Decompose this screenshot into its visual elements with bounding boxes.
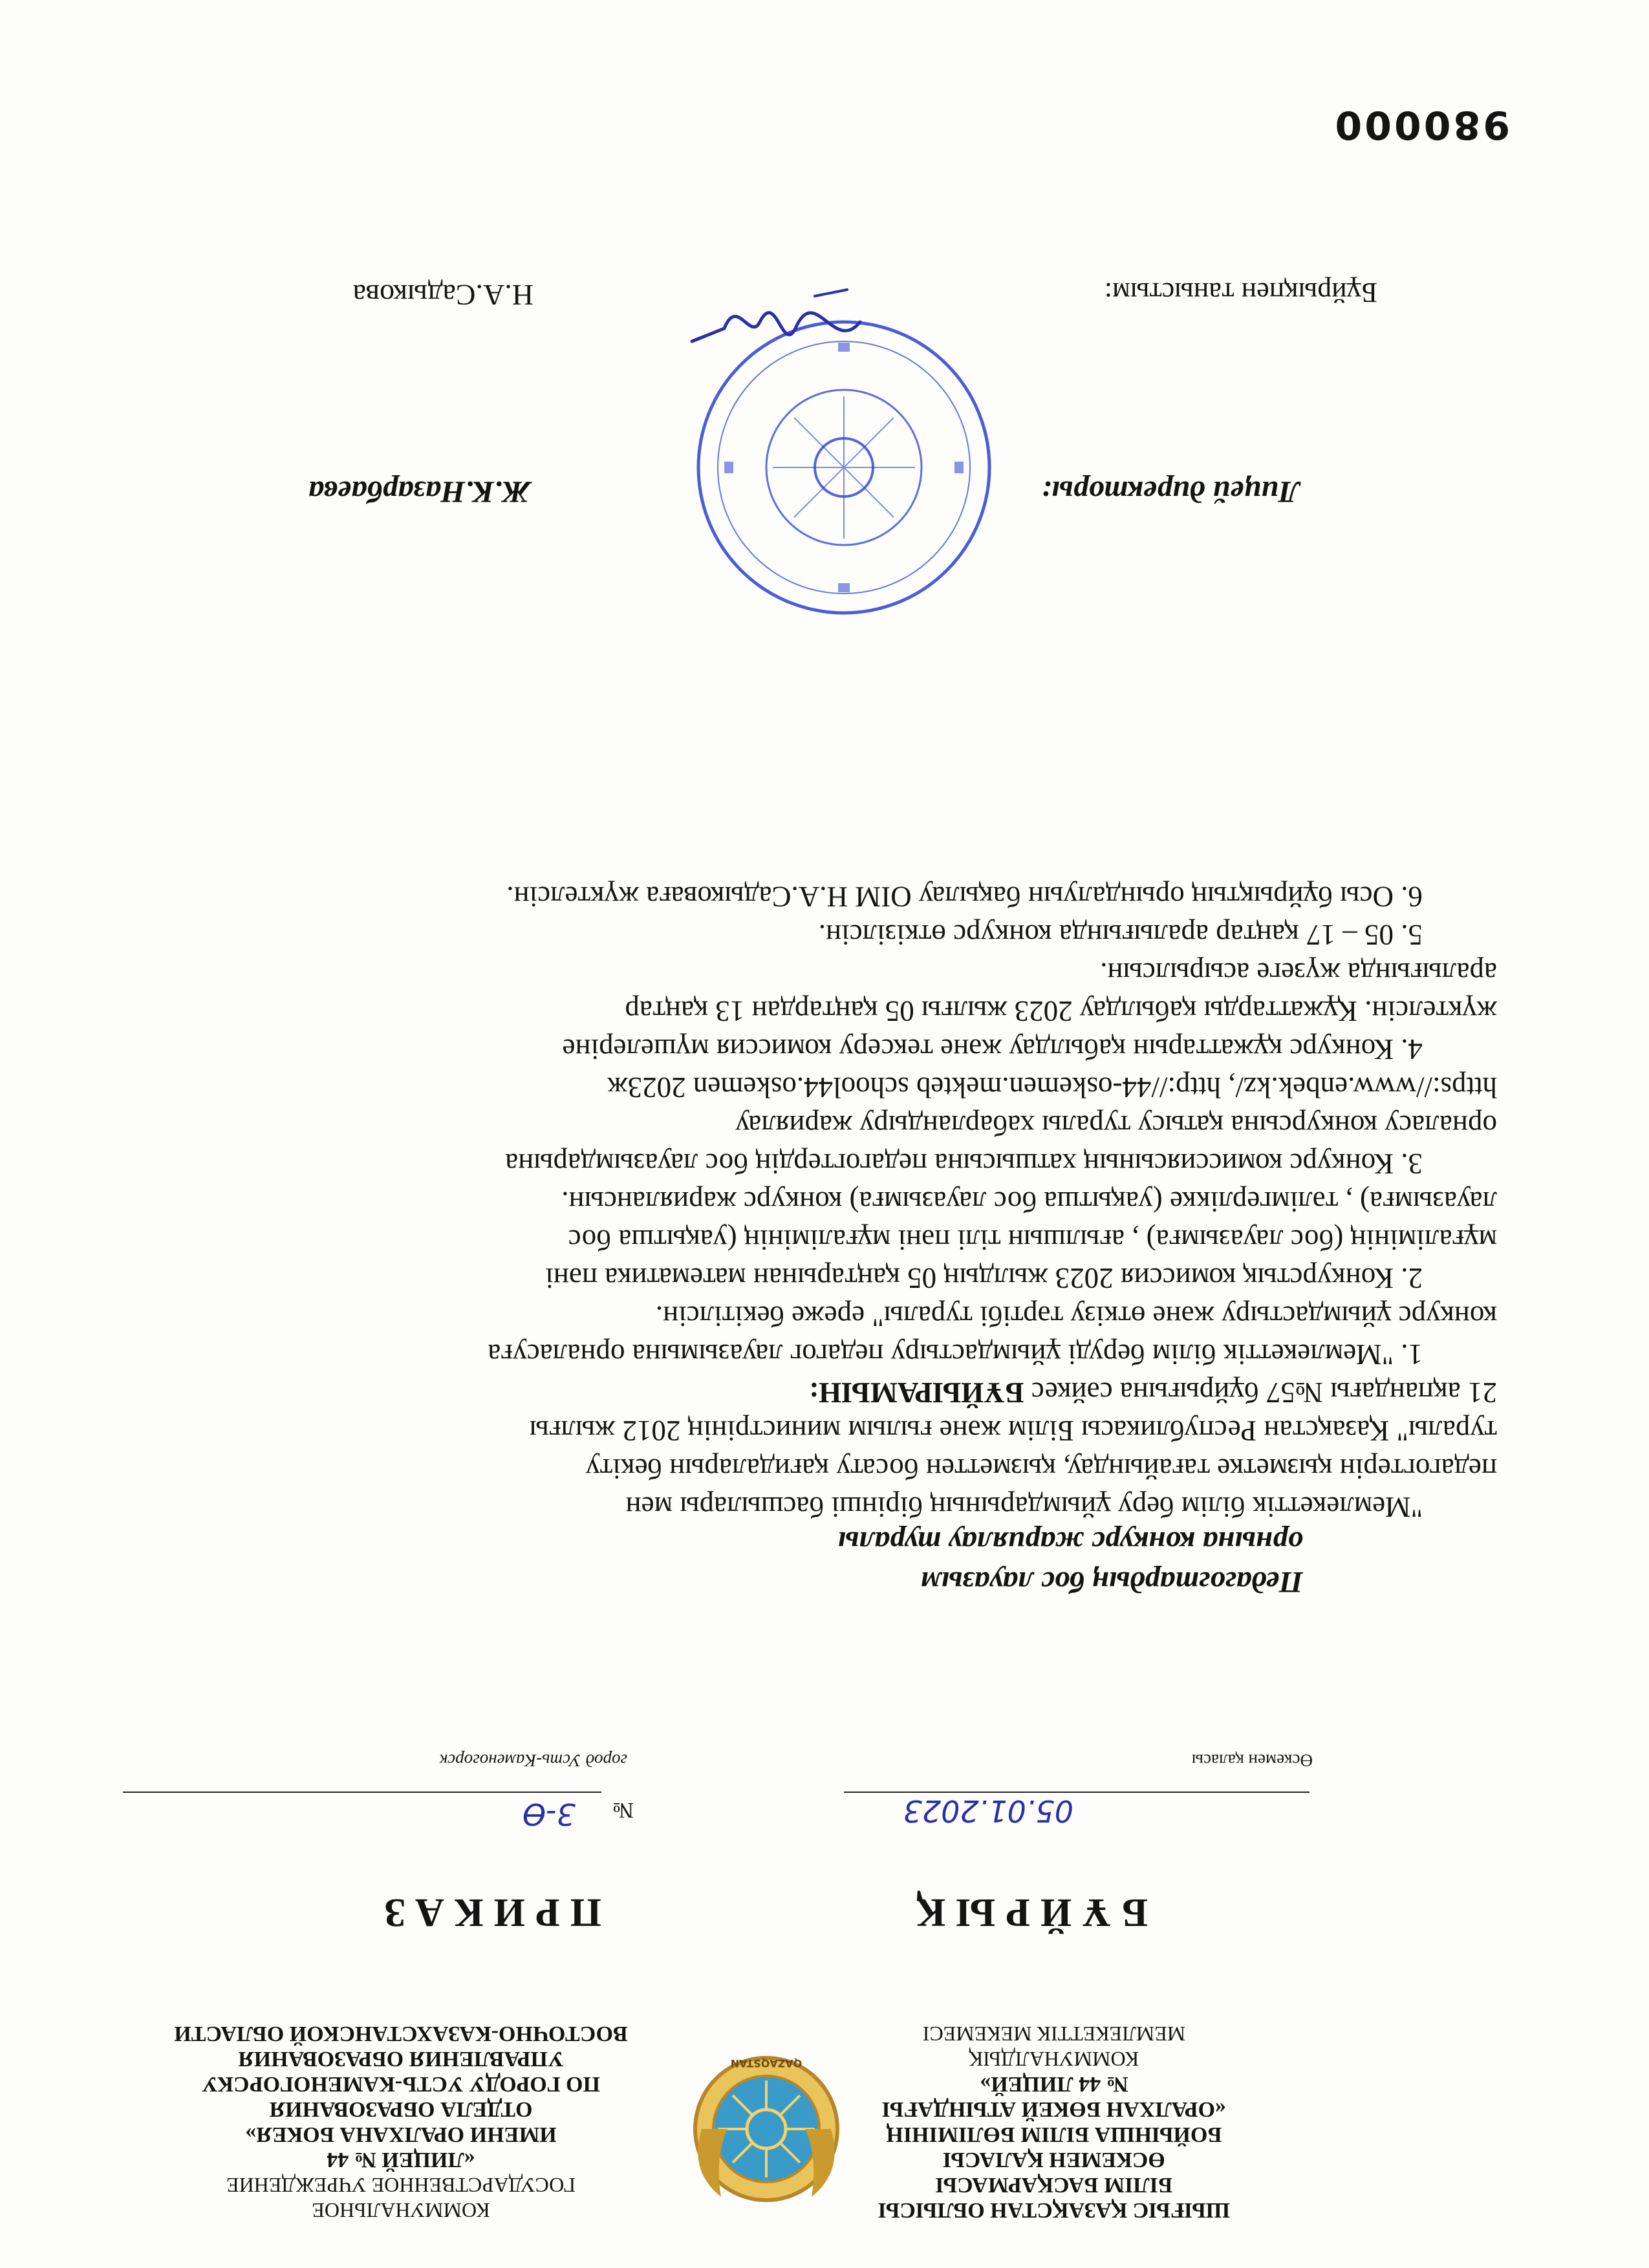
header-kz-line: № 44 ЛИЦЕЙ»: [980, 2072, 1128, 2096]
header-ru-block: [123, 2021, 679, 2223]
number-underline: [123, 1792, 601, 1793]
title-kz: БҰЙРЫҚ: [906, 1890, 1148, 1934]
order-body: [178, 877, 1497, 1526]
body-line: аралығында жүзеге асырылсын.: [1100, 957, 1497, 989]
body-line: педагогтерін қызметке тағайындау, қызметтен босату қағидаларын бекіту: [585, 1453, 1497, 1485]
serial-number: 980000: [1332, 102, 1510, 147]
header-ru-line: ИМЕНИ ОРАЛХАНА БОКЕЯ»: [245, 2123, 557, 2146]
subject-line: орнына конкурс жариялау туралы: [837, 1525, 1303, 1559]
city-ru: город Усть-Каменогорск: [439, 1751, 627, 1770]
header-ru-line: КОММУНАЛЬНОЕ: [312, 2199, 490, 2222]
header-kz-line: «ОРАЛХАН БӨКЕЙ АТЫНДАҒЫ: [881, 2097, 1227, 2121]
date-underline: [844, 1792, 1310, 1793]
body-line: 5. 05 – 17 қаңтар аралығында конкурс өткізілсін.: [818, 919, 1423, 951]
header-ru-line: ГОСУДАРСТВЕННОЕ УЧРЕЖДЕНИЕ: [226, 2174, 576, 2197]
acknowledged-name: Н.А.Садыкова: [352, 279, 534, 312]
body-line: [178, 1373, 1497, 1411]
header-ru-line: ОТДЕЛА ОБРАЗОВАНИЯ: [269, 2097, 533, 2121]
acknowledged-label: Бұйрықпен таныстым:: [1104, 277, 1377, 308]
state-emblem-icon: [689, 2042, 844, 2210]
body-line: 4. Конкурс құжаттарын қабылдау және тексеру комиссия мүшелеріне: [562, 1033, 1423, 1065]
body-line: 3. Конкурс комиссиясының хатшысына педагогтердің бос лауазымдарына: [505, 1148, 1423, 1180]
body-line: жүктелсін. Құжаттарды қабылдау 2023 жылғы 05 қаңтардан 13 қаңтар: [625, 995, 1497, 1027]
city-kz: Өскемен қаласы: [1191, 1751, 1313, 1770]
header-kz-line: КОММУНАЛДЫҚ: [969, 2048, 1139, 2071]
number-value: 3-Ө: [522, 1797, 576, 1832]
header-ru-line: «ЛИЦЕЙ № 44: [327, 2148, 475, 2172]
header-kz-line: БІЛІМ БАСҚАРМАСЫ: [935, 2173, 1173, 2197]
body-line: https://www.enbek.kz/, http://44-oskemen.mekteb school44.oskemen 2023ж: [607, 1071, 1497, 1104]
header-kz-line: ӨСКЕМЕН ҚАЛАСЫ: [943, 2148, 1165, 2172]
body-line: 1. "Мемлекеттік білім беруді ұйымдастыру педагог лауазымына орналасуға: [488, 1338, 1423, 1371]
header-kz-line: МЕМЛЕКЕТТІК МЕКЕМЕСІ: [922, 2022, 1186, 2046]
title-ru: ПРИКАЗ: [374, 1890, 601, 1934]
body-line: 6. Осы бұйрықтың орындалуын бақылау ОІМ Н.А.Садыковаға жүктелсін.: [506, 881, 1423, 913]
subject: [838, 1522, 1303, 1602]
header-kz-line: БОЙЫНША БІЛІМ БӨЛІМІНІҢ: [886, 2123, 1222, 2146]
subject-line: Педагогтардың бос лауазым: [920, 1565, 1303, 1599]
director-name: Ж.К.Назарбаева: [308, 475, 530, 509]
body-line: орналасу конкурсына қатысу туралы хабарландыру жариялау: [735, 1109, 1497, 1142]
body-line-text: 21 ақпандағы №57 бұйрығына сәйкес: [1031, 1376, 1497, 1409]
order-word: БҰЙЫРАМЫН:: [809, 1376, 1024, 1409]
body-line: 2. Конкурстық комиссия 2023 жылдың 05 қаңтарынан математика пәні: [545, 1262, 1423, 1294]
director-title: Лицей директоры:: [1041, 475, 1300, 509]
body-line: туралы" Қазақстан Республикасы Білім және ғылым министрінің 2012 жылғы: [529, 1415, 1497, 1447]
body-line: "Мемлекеттік білім беру ұйымдарының бірінші басшылары мен: [625, 1491, 1423, 1523]
date-value: 05.01.2023: [903, 1793, 1073, 1828]
header-ru-line: УПРАВЛЕНИЯ ОБРАЗОВАНИЯ: [238, 2047, 564, 2071]
number-label: №: [612, 1798, 634, 1822]
emblem-text: QAZAQSTAN: [730, 2057, 803, 2070]
header-ru-line: ПО ГОРОДУ УСТЬ-КАМЕНОГОРСКУ: [202, 2072, 600, 2096]
header-kz-line: ШЫҒЫС ҚАЗАҚСТАН ОБЛЫСЫ: [878, 2198, 1231, 2222]
signature-icon: [679, 264, 873, 367]
header-ru-line: ВОСТОЧНО-КАЗАХСТАНСКОЙ ОБЛАСТИ: [174, 2022, 628, 2046]
header-kz-block: [795, 2021, 1313, 2223]
body-line: мұғалімінің (бос лауазымға) , ағылшын тілі пәні мұғалімінің (уақытша бос: [568, 1224, 1497, 1256]
body-line: конкурс ұйымдастыру және өткізу тәртібі туралы" ереже бекітілсін.: [655, 1300, 1497, 1332]
body-line: лауазымға) , тәлімгерлікке (уақытша бос лауазымға) конкурс жариялансын.: [561, 1186, 1497, 1218]
